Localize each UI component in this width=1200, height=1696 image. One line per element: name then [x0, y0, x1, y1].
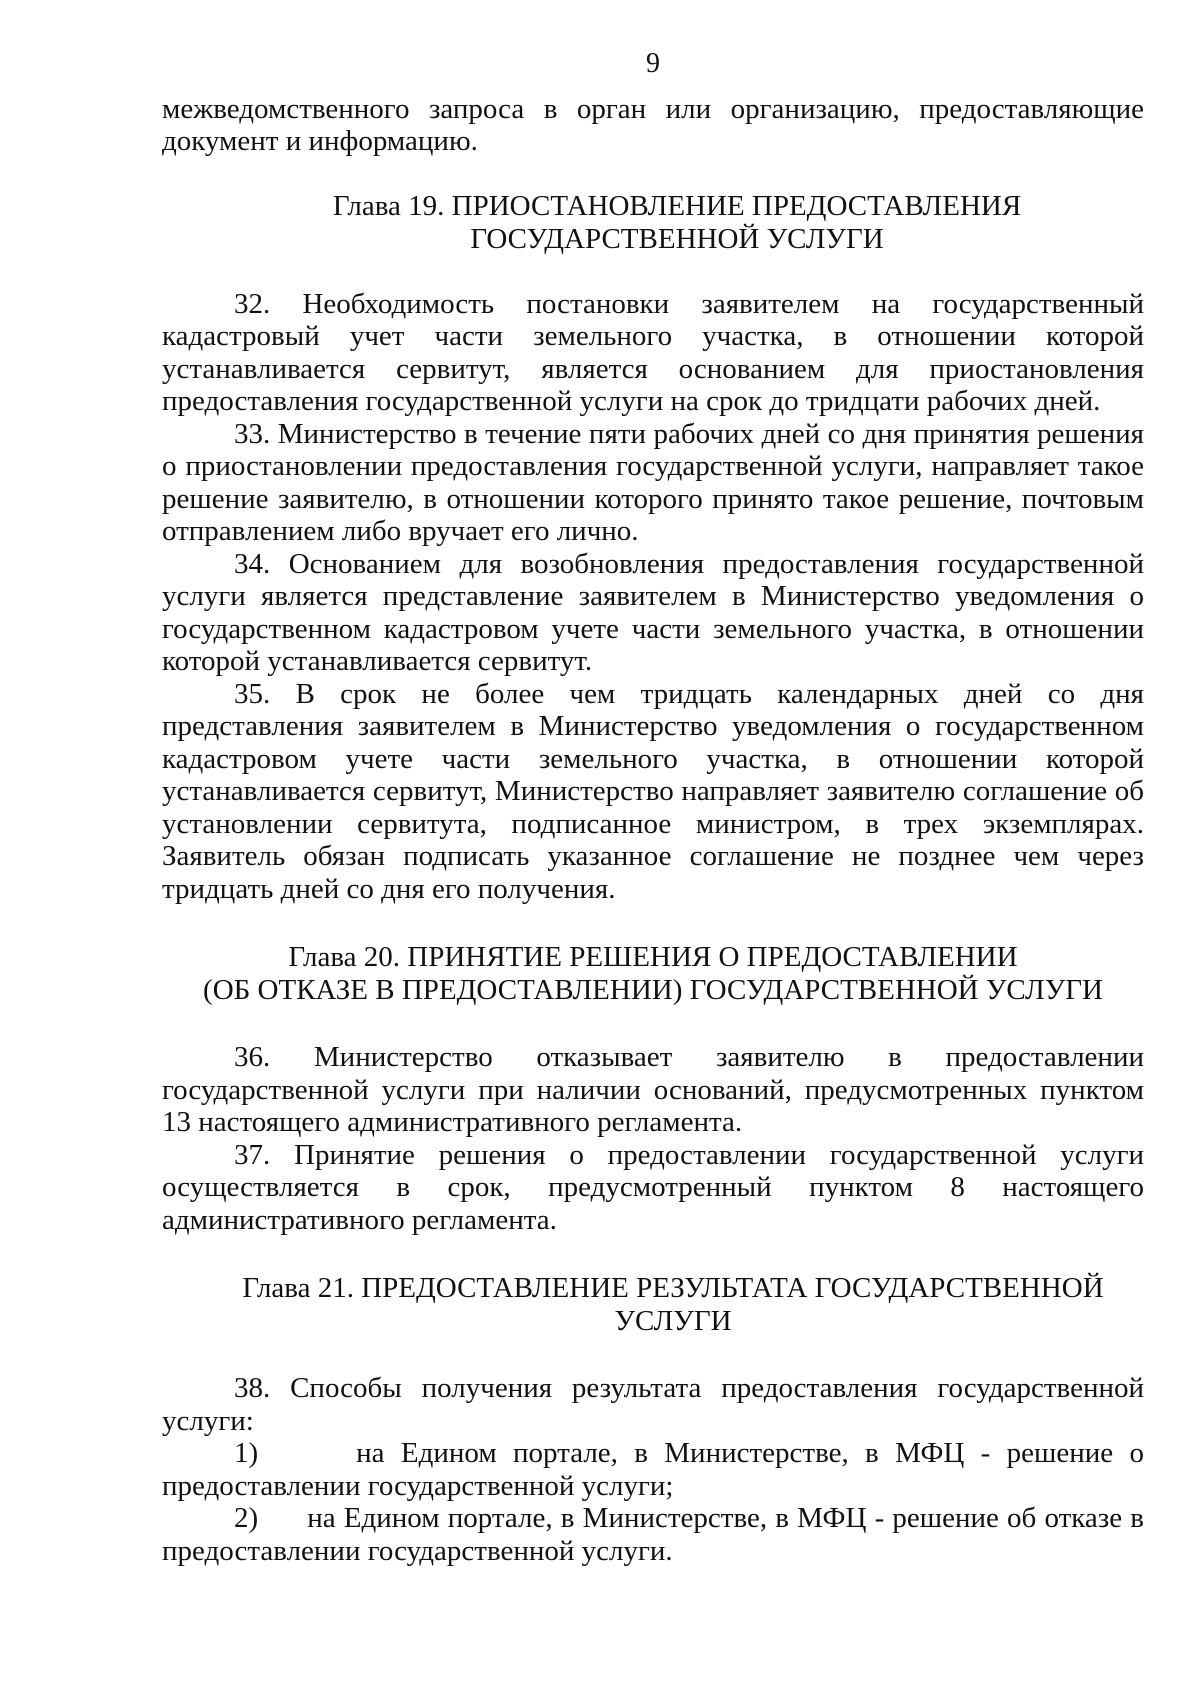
chapter-19-heading-line2: ГОСУДАРСТВЕННОЙ УСЛУГИ [470, 222, 884, 255]
chapter-20-heading-line2: (ОБ ОТКАЗЕ В ПРЕДОСТАВЛЕНИИ) ГОСУДАРСТВЕННОЙ УСЛУГИ [203, 974, 1103, 1006]
chapter-19-heading [162, 190, 1144, 256]
paragraph-38: 38. Способы получения результата предоставления государственной услуги: [162, 1372, 1144, 1437]
page-number: 9 [646, 48, 660, 79]
paragraph-33: 33. Министерство в течение пяти рабочих дней со дня принятия решения о приостановлении предоставления государственной услуги, направляет такое решение заявителю, в отношении которого принято такое решение, почтовым отправлением либо вручает его лично. [162, 417, 1144, 547]
chapter-21-heading [162, 1272, 1144, 1338]
paragraph-35: 35. В срок не более чем тридцать календарных дней со дня представления заявителем в Министерство уведомления о государственном кадастровом учете части земельного участка, в отношении которой устанавливается сервитут, Министерство направляет заявителю соглашение об установлении сервитута, подписанное министром, в трех экземплярах. Заявитель обязан подписать указанное соглашение не позднее чем через тридцать дней со дня его получения. [162, 677, 1144, 905]
chapter-21-heading-line1: Глава 21. ПРЕДОСТАВЛЕНИЕ РЕЗУЛЬТАТА ГОСУДАРСТВЕННОЙ [242, 1272, 1104, 1304]
document-page [162, 48, 1144, 1567]
chapter-21-heading-line2: УСЛУГИ [614, 1305, 732, 1337]
paragraph-36: 36. Министерство отказывает заявителю в предоставлении государственной услуги при наличии оснований, предусмотренных пунктом 13 настоящего административного регламента. [162, 1041, 1144, 1138]
list-item-2: 2) на Едином портале, в Министерстве, в МФЦ - решение об отказе в предоставлении государственной услуги. [162, 1502, 1144, 1567]
chapter-20-heading [162, 941, 1144, 1007]
intro-paragraph: межведомственного запроса в орган или организацию, предоставляющие документ и информацию. [162, 92, 1144, 157]
chapter-19-heading-line1: Глава 19. ПРИОСТАНОВЛЕНИЕ ПРЕДОСТАВЛЕНИЯ [332, 189, 1022, 222]
paragraph-32: 32. Необходимость постановки заявителем на государственный кадастровый учет части земельного участка, в отношении которой устанавливается сервитут, является основанием для приостановления предоставления государственной услуги на срок до тридцати рабочих дней. [162, 287, 1144, 417]
chapter-20-heading-line1: Глава 20. ПРИНЯТИЕ РЕШЕНИЯ О ПРЕДОСТАВЛЕНИИ [288, 941, 1018, 973]
list-item-1: 1) на Едином портале, в Министерстве, в МФЦ - решение о предоставлении государственной услуги; [162, 1437, 1144, 1502]
paragraph-34: 34. Основанием для возобновления предоставления государственной услуги является представление заявителем в Министерство уведомления о государственном кадастровом учете части земельного участка, в отношении которой устанавливается сервитут. [162, 547, 1144, 677]
paragraph-37: 37. Принятие решения о предоставлении государственной услуги осуществляется в срок, предусмотренный пунктом 8 настоящего административного регламента. [162, 1138, 1144, 1236]
